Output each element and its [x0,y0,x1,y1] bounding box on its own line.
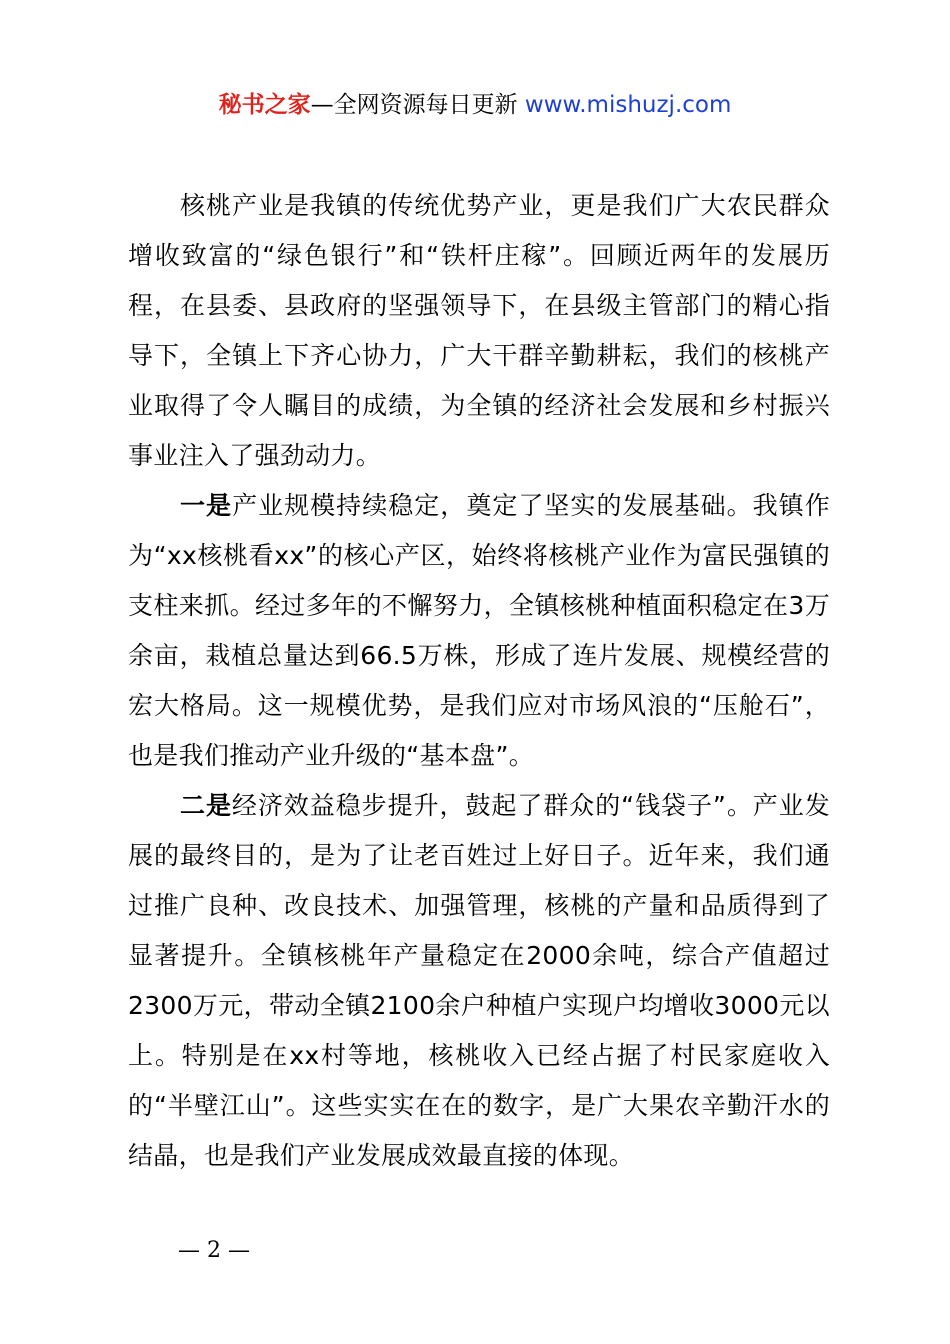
paragraph-text: 核桃产业是我镇的传统优势产业，更是我们广大农民群众增收致富的“绿色银行”和“铁杆庄稼”。回顾近两年的发展历程，在县委、县政府的坚强领导下，在县级主管部门的精心指导下，全镇上下齐心协力，广大干群辛勤耕耘，我们的核桃产业取得了令人瞩目的成绩，为全镇的经济社会发展和乡村振兴事业注入了强劲动力。 [128,191,830,470]
paragraph-intro [128,181,830,481]
paragraph-text: 产业规模持续稳定，奠定了坚实的发展基础。我镇作为“xx核桃看xx”的核心产区，始终将核桃产业作为富民强镇的支柱来抓。经过多年的不懈努力，全镇核桃种植面积稳定在3万余亩，栽植总量达到66.5万株，形成了连片发展、规模经营的宏大格局。这一规模优势，是我们应对市场风浪的“压舱石”，也是我们推动产业升级的“基本盘”。 [128,491,830,770]
paragraph-lead: 一是 [180,491,233,520]
paragraph-lead: 二是 [180,791,232,820]
document-body [128,181,830,1181]
page-number: — 2 — [178,1238,250,1263]
header-url[interactable]: www.mishuzj.com [524,92,732,118]
paragraph-text: 经济效益稳步提升，鼓起了群众的“钱袋子”。产业发展的最终目的，是为了让老百姓过上好日子。近年来，我们通过推广良种、改良技术、加强管理，核桃的产量和品质得到了显著提升。全镇核桃年产量稳定在2000余吨，综合产值超过2300万元，带动全镇2100余户种植户实现户均增收3000元以上。特别是在xx村等地，核桃收入已经占据了村民家庭收入的“半壁江山”。这些实实在在的数字，是广大果农辛勤汗水的结晶，也是我们产业发展成效最直接的体现。 [128,791,830,1170]
brand-name: 秘书之家 [218,92,311,118]
paragraph-point-one [128,481,830,781]
page-header [0,88,950,122]
header-tagline: —全网资源每日更新 [310,92,525,118]
paragraph-point-two [128,781,830,1181]
